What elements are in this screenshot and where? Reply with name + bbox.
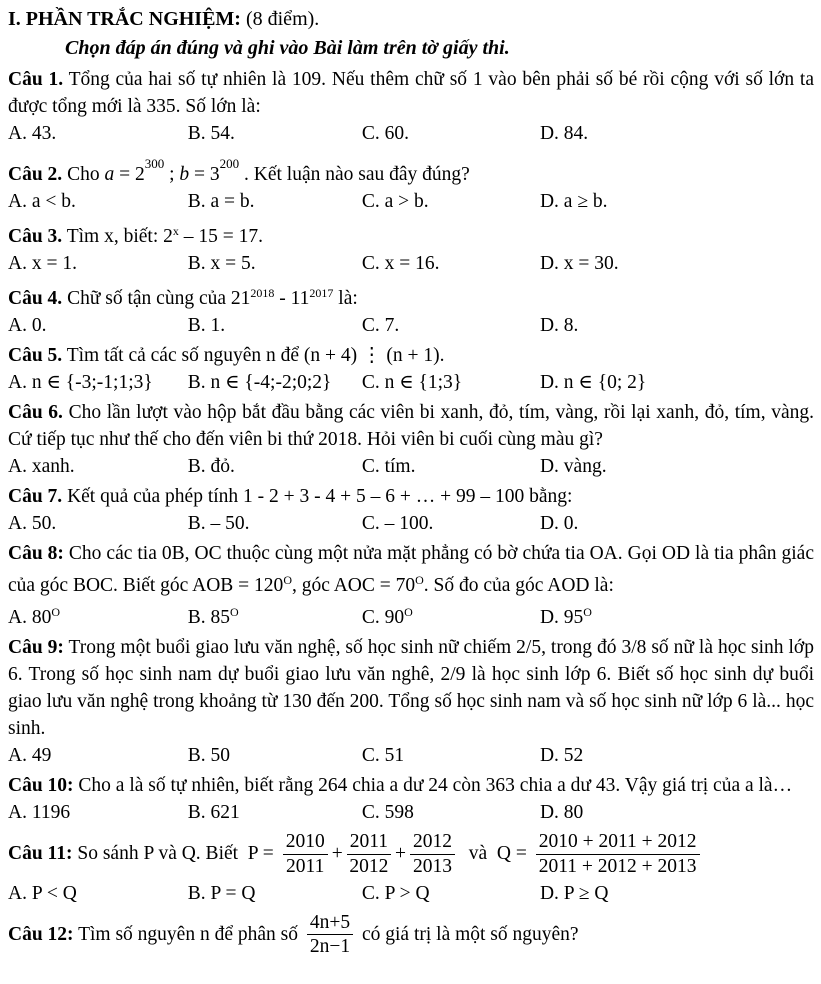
text-run: Cho các tia 0B, OC thuộc cùng một nửa mặt phẳng có bờ chứa tia OA. Gọi OD là tia phân giác của góc BOC. Biết góc AOB = 120 — [8, 543, 814, 596]
text-run: 80 — [31, 607, 52, 628]
text-run: 52 — [563, 745, 584, 766]
option-letter: A. — [8, 123, 32, 144]
question-9-label: Câu 9: — [8, 637, 64, 658]
text-run: . Kết luận nào sau đây đúng? — [239, 164, 470, 185]
option-letter: B. — [187, 372, 211, 393]
section-title: I. PHẦN TRẮC NGHIỆM: — [8, 8, 241, 30]
option-letter: A. — [8, 372, 32, 393]
option-letter: B. — [187, 315, 211, 336]
question-12 — [8, 910, 814, 961]
option-letter: B. — [187, 882, 211, 904]
option-letter: A. — [8, 315, 32, 336]
superscript: O — [51, 605, 61, 619]
text-run: Tìm tất cả các số nguyên n để (n + 4) ⋮ (n + 1). — [66, 345, 445, 366]
question-2-option-D — [540, 188, 814, 215]
question-1-label: Câu 1. — [8, 69, 64, 90]
text-run: + — [394, 842, 406, 864]
question-9-text — [8, 634, 814, 742]
text-run: n ∈ {1;3} — [384, 372, 463, 393]
text-run: ; — [164, 164, 180, 185]
option-letter: C. — [361, 607, 385, 628]
text-run: Cho — [67, 164, 105, 185]
text-run: Tổng của hai số tự nhiên là 109. Nếu thêm chữ số 1 vào bên phải số bé rồi cộng với số lớn ta được tổng mới là 335. Số lớn là: — [8, 69, 814, 117]
option-letter: C. — [361, 191, 385, 212]
text-run: 0. — [31, 315, 47, 336]
option-letter: D. — [539, 607, 564, 628]
question-4-option-D — [540, 312, 814, 339]
question-10-option-D — [540, 799, 814, 826]
text-run: Cho lần lượt vào hộp bắt đầu bằng các viên bi xanh, đỏ, tím, vàng, rồi lại xanh, đỏ, tím, vàng. Cứ tiếp tục như thế cho đến viên bi thứ 2018. Hỏi viên bi cuối cùng màu gì? — [8, 402, 814, 450]
question-6-option-B — [188, 453, 362, 480]
text-run: – 100. — [384, 513, 434, 534]
option-letter: B. — [187, 253, 211, 274]
question-3-option-A — [8, 250, 188, 277]
question-7-option-D — [540, 510, 814, 537]
question-10 — [8, 772, 814, 826]
text-run: , góc AOC = 70 — [291, 575, 416, 596]
text-run: x = 1. — [31, 253, 77, 274]
text-run: 50. — [31, 513, 57, 534]
text-run: 43. — [31, 123, 57, 144]
question-9-option-D — [540, 742, 814, 769]
question-9-options — [8, 742, 814, 769]
text-run: Tìm x, biết: 2 — [66, 226, 173, 247]
question-5-label: Câu 5. — [8, 345, 63, 366]
fraction — [283, 831, 328, 878]
question-8-option-C — [362, 599, 540, 631]
question-1-option-C — [362, 120, 540, 147]
superscript: O — [283, 573, 292, 587]
question-11 — [8, 829, 814, 907]
text-run: x = 30. — [563, 253, 619, 274]
question-2-option-A — [8, 188, 188, 215]
text-run: x = 16. — [384, 253, 440, 274]
option-letter: A. — [8, 745, 32, 766]
superscript-high: 200 — [219, 156, 240, 171]
question-5-options — [8, 369, 814, 396]
text-run: 90 — [384, 607, 405, 628]
text-run: = 3 — [189, 164, 220, 185]
text-run: 85 — [210, 607, 230, 628]
question-7-text — [8, 483, 814, 510]
text-run: Cho a là số tự nhiên, biết rằng 264 chia a dư 24 còn 363 chia a dư 43. Vậy giá trị của a là… — [78, 775, 793, 796]
text-run: a < b. — [31, 191, 76, 212]
question-1-option-B — [188, 120, 362, 147]
text-run: vàng. — [563, 456, 607, 477]
option-letter: B. — [187, 745, 211, 766]
text-run: P ≥ Q — [563, 882, 609, 904]
question-1-options — [8, 120, 814, 147]
question-11-label: Câu 11: — [8, 842, 73, 864]
question-11-option-A — [8, 880, 188, 907]
option-letter: D. — [539, 123, 564, 144]
question-4-option-C — [362, 312, 540, 339]
question-10-options — [8, 799, 814, 826]
option-letter: D. — [539, 315, 564, 336]
superscript: O — [404, 605, 413, 619]
option-letter: C. — [361, 882, 385, 904]
text-run: đỏ. — [210, 456, 235, 477]
question-1-option-D — [540, 120, 814, 147]
option-letter: C. — [361, 123, 385, 144]
text-run: 54. — [210, 123, 235, 144]
option-letter: B. — [187, 191, 211, 212]
fraction — [536, 831, 700, 878]
fraction-denominator: 2012 — [349, 855, 389, 877]
option-letter: B. — [187, 123, 211, 144]
text-run: a > b. — [384, 191, 429, 212]
question-6-option-D — [540, 453, 814, 480]
italic-variable: b — [179, 164, 190, 185]
text-run: 1196 — [31, 802, 71, 823]
question-7-option-B — [188, 510, 362, 537]
question-11-options — [8, 880, 814, 907]
fraction-denominator: 2011 — [286, 855, 325, 877]
question-11-option-D — [540, 880, 814, 907]
fraction-numerator: 2010 — [283, 831, 328, 855]
option-letter: A. — [8, 456, 32, 477]
question-11-text — [8, 829, 814, 880]
question-9-option-B — [188, 742, 362, 769]
option-letter: B. — [187, 456, 211, 477]
text-run: n ∈ {-4;-2;0;2} — [210, 372, 332, 393]
question-10-text — [8, 772, 814, 799]
fraction-denominator: 2011 + 2012 + 2013 — [538, 855, 697, 877]
fraction — [347, 831, 391, 878]
italic-variable: a — [104, 164, 115, 185]
question-1 — [8, 66, 814, 147]
text-run: a = b. — [210, 191, 255, 212]
superscript: O — [415, 573, 424, 587]
option-letter: B. — [187, 513, 211, 534]
question-8-option-D — [540, 599, 814, 631]
question-6-option-A — [8, 453, 188, 480]
fraction-numerator: 2012 — [410, 831, 455, 855]
question-3 — [8, 218, 814, 277]
text-run: Trong một buổi giao lưu văn nghệ, số học sinh nữ chiếm 2/5, trong đó 3/8 số nữ là học sinh lớp 6. Trong số học sinh nam dự buổi giao lưu văn nghê, 2/9 là học sinh lớp 6. Biết số học sinh dự buổi giao lưu văn nghệ trong khoảng từ 130 đến 200. Tổng số học sinh nam và số học sinh nữ lớp 6 là... học sinh. — [8, 637, 814, 739]
option-letter: C. — [361, 253, 385, 274]
question-2-options — [8, 188, 814, 215]
fraction — [307, 912, 353, 959]
question-8 — [8, 540, 814, 631]
text-run: có giá trị là một số nguyên? — [357, 923, 579, 945]
fraction-numerator: 4n+5 — [307, 912, 353, 936]
question-2-option-B — [188, 188, 362, 215]
question-6-text — [8, 399, 814, 453]
question-7-option-A — [8, 510, 188, 537]
option-letter: D. — [539, 372, 564, 393]
question-8-text — [8, 540, 814, 599]
question-9-option-C — [362, 742, 540, 769]
question-3-options — [8, 250, 814, 277]
text-run: = 2 — [114, 164, 145, 185]
text-run: là: — [333, 288, 358, 309]
question-8-label: Câu 8: — [8, 543, 64, 564]
option-letter: C. — [361, 513, 385, 534]
question-3-option-B — [188, 250, 362, 277]
question-4-text — [8, 280, 814, 312]
option-letter: D. — [539, 456, 564, 477]
text-run: P = Q — [210, 882, 256, 904]
text-run: P > Q — [384, 882, 430, 904]
option-letter: C. — [361, 745, 385, 766]
text-run: P < Q — [31, 882, 77, 904]
fraction — [410, 831, 455, 878]
question-10-option-C — [362, 799, 540, 826]
question-3-option-C — [362, 250, 540, 277]
question-3-label: Câu 3. — [8, 226, 63, 247]
text-run: 51 — [384, 745, 405, 766]
text-run: + — [331, 842, 343, 864]
text-run: 80 — [563, 802, 584, 823]
fraction-denominator: 2n−1 — [309, 936, 351, 958]
text-run: n ∈ {0; 2} — [563, 372, 647, 393]
question-4-options — [8, 312, 814, 339]
superscript: 2018 — [250, 286, 275, 300]
question-4-label: Câu 4. — [8, 288, 63, 309]
superscript: x — [172, 224, 179, 238]
option-letter: A. — [8, 513, 32, 534]
question-5-option-A — [8, 369, 188, 396]
text-run: n ∈ {-3;-1;1;3} — [31, 372, 153, 393]
question-3-text — [8, 218, 814, 250]
option-letter: D. — [539, 513, 564, 534]
question-12-label: Câu 12: — [8, 923, 74, 945]
text-run: 1. — [210, 315, 226, 336]
question-5-text — [8, 342, 814, 369]
question-2-label: Câu 2. — [8, 164, 63, 185]
fraction-numerator: 2010 + 2011 + 2012 — [536, 831, 700, 855]
question-1-text — [8, 66, 814, 120]
text-run: Chữ số tận cùng của 21 — [67, 288, 251, 309]
text-run: 50 — [210, 745, 230, 766]
option-letter: C. — [361, 315, 385, 336]
question-3-option-D — [540, 250, 814, 277]
question-9-option-A — [8, 742, 188, 769]
option-letter: A. — [8, 191, 32, 212]
text-run: 60. — [384, 123, 409, 144]
text-run: 8. — [563, 315, 579, 336]
question-6-options — [8, 453, 814, 480]
question-5-option-B — [188, 369, 362, 396]
section-points: (8 điểm). — [240, 8, 320, 30]
question-1-option-A — [8, 120, 188, 147]
question-10-option-B — [188, 799, 362, 826]
text-run: 84. — [563, 123, 589, 144]
option-letter: D. — [539, 253, 564, 274]
question-7-options — [8, 510, 814, 537]
questions-list — [8, 66, 814, 960]
text-run: Kết quả của phép tính 1 - 2 + 3 - 4 + 5 – 6 + … + 99 – 100 bằng: — [67, 486, 573, 507]
text-run: – 50. — [210, 513, 250, 534]
text-run: 49 — [31, 745, 52, 766]
option-letter: A. — [8, 802, 32, 823]
option-letter: C. — [361, 802, 385, 823]
question-8-option-B — [188, 599, 362, 631]
text-run: x = 5. — [210, 253, 256, 274]
question-6-option-C — [362, 453, 540, 480]
option-letter: D. — [539, 802, 564, 823]
question-4 — [8, 280, 814, 339]
option-letter: A. — [8, 882, 32, 904]
superscript: 2017 — [309, 286, 334, 300]
text-run: 598 — [384, 802, 414, 823]
question-7-label: Câu 7. — [8, 486, 63, 507]
text-run: 621 — [210, 802, 240, 823]
superscript: O — [230, 605, 239, 619]
question-9 — [8, 634, 814, 769]
question-4-option-B — [188, 312, 362, 339]
question-10-label: Câu 10: — [8, 775, 74, 796]
option-letter: D. — [539, 191, 564, 212]
question-8-options — [8, 599, 814, 631]
question-2 — [8, 150, 814, 215]
option-letter: A. — [8, 607, 32, 628]
question-11-option-C — [362, 880, 540, 907]
text-run: a ≥ b. — [563, 191, 608, 212]
question-6-label: Câu 6. — [8, 402, 63, 423]
fraction-denominator: 2013 — [412, 855, 452, 877]
question-5-option-D — [540, 369, 814, 396]
question-7 — [8, 483, 814, 537]
option-letter: C. — [361, 456, 385, 477]
question-12-text — [8, 910, 814, 961]
option-letter: B. — [187, 802, 211, 823]
question-11-option-B — [188, 880, 362, 907]
text-run: 7. — [384, 315, 400, 336]
instruction-line: Chọn đáp án đúng và ghi vào Bài làm trên tờ giấy thi. — [65, 37, 510, 59]
option-letter: D. — [539, 882, 564, 904]
question-4-option-A — [8, 312, 188, 339]
text-run: 0. — [563, 513, 579, 534]
text-run: . Số đo của góc AOD là: — [423, 575, 614, 596]
question-6 — [8, 399, 814, 480]
question-2-text — [8, 150, 814, 188]
text-run: và Q = — [458, 842, 532, 864]
option-letter: C. — [361, 372, 385, 393]
question-7-option-C — [362, 510, 540, 537]
superscript-high: 300 — [144, 156, 165, 171]
text-run: 95 — [563, 607, 584, 628]
question-5-option-C — [362, 369, 540, 396]
fraction-numerator: 2011 — [347, 831, 391, 855]
question-2-option-C — [362, 188, 540, 215]
text-run: So sánh P và Q. Biết P = — [77, 842, 279, 864]
question-8-option-A — [8, 599, 188, 631]
section-heading — [8, 5, 814, 33]
text-run: tím. — [384, 456, 416, 477]
question-5 — [8, 342, 814, 396]
option-letter: D. — [539, 745, 564, 766]
option-letter: A. — [8, 253, 32, 274]
text-run: – 15 = 17. — [178, 226, 263, 247]
text-run: - 11 — [274, 288, 310, 309]
superscript: O — [583, 605, 592, 619]
text-run: xanh. — [31, 456, 75, 477]
option-letter: B. — [187, 607, 211, 628]
question-10-option-A — [8, 799, 188, 826]
text-run: Tìm số nguyên n để phân số — [78, 923, 303, 945]
